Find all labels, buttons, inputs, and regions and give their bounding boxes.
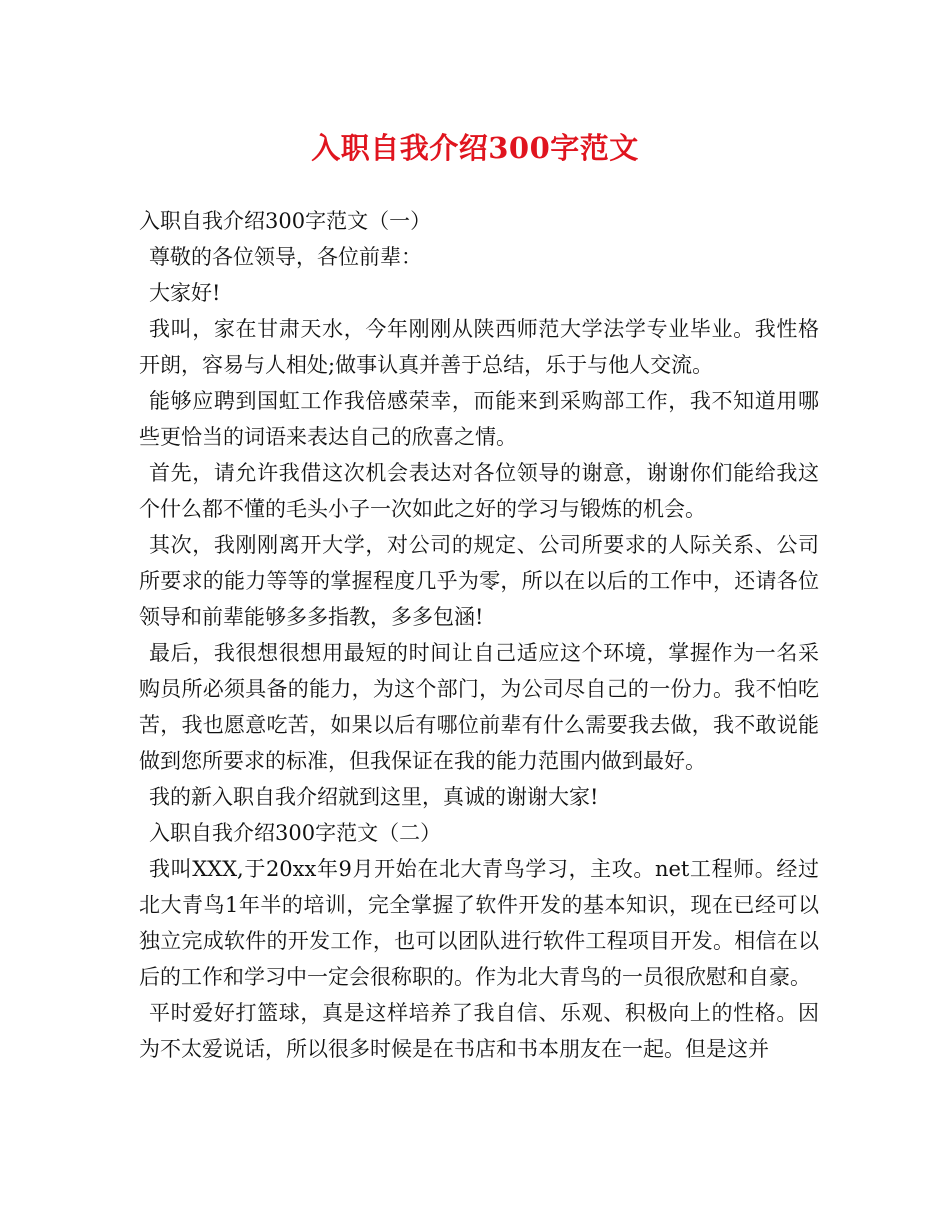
document-title: 入职自我介绍300字范文	[311, 131, 639, 165]
paragraph: 平时爱好打篮球，真是这样培养了我自信、乐观、积极向上的性格。因为不太爱说话，所以很多时候是在书店和书本朋友在一起。但是这并	[139, 1001, 819, 1061]
section-heading-1: 入职自我介绍300字范文（一）	[139, 209, 432, 233]
paragraph: 我叫，家在甘肃天水，今年刚刚从陕西师范大学法学专业毕业。我性格开朗，容易与人相处;做事认真并善于总结，乐于与他人交流。	[139, 317, 819, 377]
document-body	[139, 203, 819, 1067]
paragraph-salutation: 尊敬的各位领导，各位前辈：	[149, 245, 422, 269]
paragraph: 能够应聘到国虹工作我倍感荣幸，而能来到采购部工作，我不知道用哪些更恰当的词语来表达自己的欣喜之情。	[139, 389, 819, 449]
paragraph: 我的新入职自我介绍就到这里，真诚的谢谢大家!	[149, 785, 599, 809]
paragraph: 其次，我刚刚离开大学，对公司的规定、公司所要求的人际关系、公司所要求的能力等等的掌握程度几乎为零，所以在以后的工作中，还请各位领导和前辈能够多多指教，多多包涵!	[139, 533, 819, 629]
paragraph: 最后，我很想很想用最短的时间让自己适应这个环境，掌握作为一名采购员所必须具备的能力，为这个部门，为公司尽自己的一份力。我不怕吃苦，我也愿意吃苦，如果以后有哪位前辈有什么需要我去做，我不敢说能做到您所要求的标准，但我保证在我的能力范围内做到最好。	[139, 641, 819, 773]
paragraph: 首先，请允许我借这次机会表达对各位领导的谢意，谢谢你们能给我这个什么都不懂的毛头小子一次如此之好的学习与锻炼的机会。	[139, 461, 819, 521]
section-heading-2: 入职自我介绍300字范文（二）	[149, 821, 442, 845]
paragraph-greeting: 大家好!	[149, 281, 221, 305]
paragraph: 我叫XXX,于20xx年9月开始在北大青鸟学习，主攻。net工程师。经过北大青鸟1年半的培训，完全掌握了软件开发的基本知识，现在已经可以独立完成软件的开发工作，也可以团队进行软件工程项目开发。相信在以后的工作和学习中一定会很称职的。作为北大青鸟的一员很欣慰和自豪。	[139, 857, 819, 989]
